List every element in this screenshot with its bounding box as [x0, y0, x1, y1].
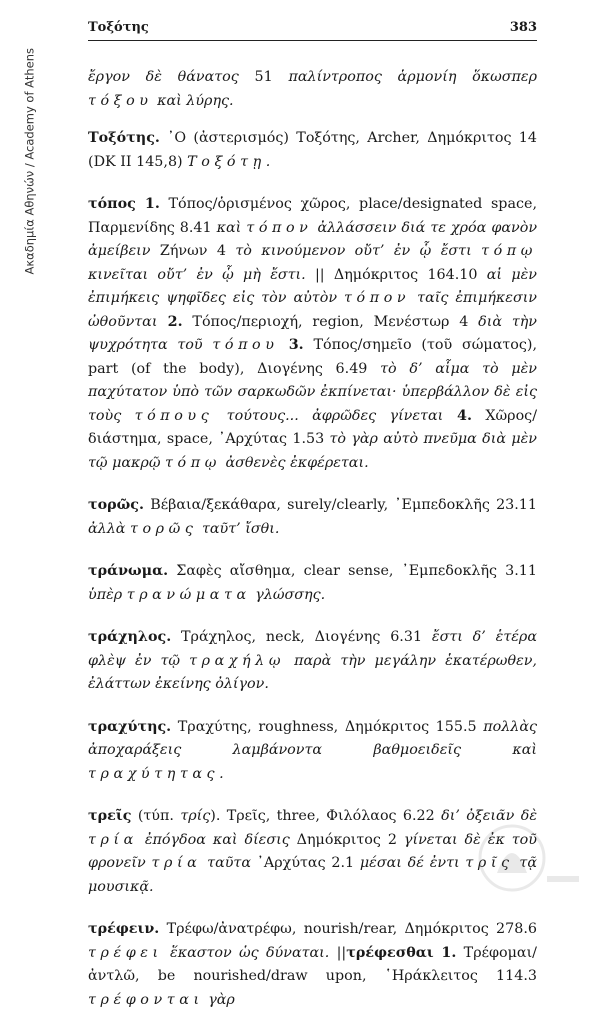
greek-quote: τὸ δ’ αἷμα τὸ μὲν παχύτατον ὑπὸ τῶν σαρκωδῶν ἐκπίνεται· ὑπερβάλλον δὲ εἰς τοὺς: [88, 360, 537, 424]
greek-quote: πολλὰς ἀποχαράξεις λαμβάνοντα βαθμοειδεῖς καὶ: [88, 718, 537, 758]
greek-quote: ταῦτ’ ἴσθι.: [197, 520, 280, 537]
page-header: [88, 20, 537, 41]
greek-quote: ἔργον δὲ θάνατος: [88, 69, 255, 85]
greek-quote: γὰρ: [203, 991, 235, 1008]
spaced-keyword: τρῖς: [465, 855, 514, 871]
entry-text: Χῶρος/διάστημα, space, ᾿Αρχύτας 1.53: [88, 407, 538, 447]
headword: 4.: [443, 407, 472, 424]
greek-quote: παρὰ τὴν μεγάλην ἑκατέρωθεν, ἐλάττων ἐκείνης ὀλίγον.: [88, 652, 537, 692]
entry-continuation: [88, 66, 537, 113]
greek-quote: τᾷ μουσικᾷ.: [88, 855, 537, 895]
headword: τορῶς.: [88, 497, 144, 513]
spaced-keyword: τόπου: [212, 337, 279, 353]
greek-quote: ὑπὲρ: [88, 586, 127, 603]
greek-quote: γλώσσης.: [250, 586, 326, 603]
greek-quote: τὸ γὰρ αὐτὸ πνεῦμα διὰ μὲν τῷ μακρῷ: [88, 431, 537, 471]
headword: τράχηλος.: [88, 629, 172, 645]
entry-trephein: [88, 918, 537, 1012]
headword: Τοξότης.: [88, 130, 160, 146]
greek-quote: ταῖς ἐπιμήκεσιν ὠθοῦνται: [88, 290, 538, 330]
academy-seal-watermark: [472, 818, 582, 908]
greek-quote: αἱ μὲν ἐπιμήκεις ψηφῖδες εἰς τὸν αὐτὸν: [88, 266, 537, 306]
entry-text: || Δημόκριτος 164.10: [305, 266, 487, 283]
spaced-keyword: τρία: [151, 855, 202, 871]
greek-quote: καὶ: [216, 219, 247, 236]
entry-text: Δημόκριτος 2: [289, 831, 404, 848]
greek-quote: κινεῖται οὔτ’ ἐν ᾧ μὴ ἔστι.: [88, 266, 306, 283]
spaced-keyword: τόπον: [344, 290, 411, 306]
entry-text: Σαφὲς αἴσθημα, clear sense, ᾿Εμπεδοκλῆς 3.11: [168, 563, 537, 579]
entry-text: Τόπος/σημεῖο (τοῦ σώματος), part (of the body), Διογένης 6.49: [88, 337, 538, 377]
spaced-keyword: Τοξότῃ.: [187, 153, 275, 170]
greek-quote: μέσαι δέ ἐντι: [359, 855, 466, 871]
entry-text: Τράχηλος, neck, Διογένης 6.31: [171, 629, 432, 645]
headword: τρέφειν.: [88, 921, 160, 937]
academy-watermark: [22, 48, 37, 275]
spaced-keyword: τραχύτητας.: [88, 765, 229, 782]
entry-text: ). Τρεῖς, three, Φιλόλαος 6.22: [210, 808, 442, 824]
entry-topos: [88, 193, 537, 475]
spaced-keyword: τόπους: [134, 407, 214, 424]
greek-quote: ἕκαστον ὡς δύναται.: [162, 944, 330, 961]
entry-text: 51: [254, 69, 289, 85]
entry-text: (τύπ.: [131, 808, 181, 824]
headword: 2.: [157, 313, 183, 330]
spaced-keyword: τόπον: [246, 219, 313, 236]
entry-toros: [88, 494, 537, 541]
spaced-keyword: τρανώματα: [126, 586, 251, 603]
headword: τόπος 1.: [88, 196, 160, 212]
entry-text: Τρέφομαι/ἀντλῶ, be nourished/draw upon, ῾Ηράκλειτος 114.3: [88, 944, 537, 984]
page-number: 383: [509, 20, 537, 35]
entry-trachelos: [88, 626, 537, 697]
entry-tranoma: [88, 560, 537, 607]
spaced-keyword: τρία: [88, 831, 138, 848]
running-head: Τοξότης: [88, 20, 149, 35]
greek-quote: ἀλλὰ: [88, 520, 130, 537]
entry-treis: [88, 805, 537, 899]
dictionary-entries: [88, 66, 537, 1031]
greek-quote: τούτους... ἀφρῶδες γίνεται: [213, 407, 444, 424]
headword: τραχύτης.: [88, 718, 172, 735]
greek-quote: δι’ ὀξειᾶν δὲ: [441, 808, 537, 824]
greek-quote: ἀσθενὲς ἐκφέρεται.: [220, 454, 369, 471]
entry-toxotes: [88, 127, 537, 174]
spaced-keyword: τραχήλῳ: [189, 652, 286, 669]
spaced-keyword: τόπῳ: [165, 454, 221, 471]
greek-quote: καὶ λύρης.: [152, 92, 234, 109]
greek-quote: γίνεται δὲ ἐκ τοῦ φρονεῖν: [88, 831, 537, 871]
entry-trachytes: [88, 716, 537, 787]
greek-quote: παλίντροπος ἁρμονίη ὅκωσπερ: [288, 69, 537, 85]
entry-text: ᾿Αρχύτας 2.1: [250, 855, 360, 871]
entry-text: Τόπος/ὁρισμένος χῶρος, place/designated space, Παρμενίδης 8.41: [88, 196, 538, 236]
entry-text: Τρέφω/ἀνατρέφω, nourish/rear, Δημόκριτος 278.6: [159, 921, 537, 937]
greek-quote: τὸ κινούμενον οὔτ’ ἐν ᾧ ἔστι: [235, 243, 482, 259]
greek-quote: ταῦτα: [201, 855, 251, 871]
entry-text: Τραχύτης, roughness, Δημόκριτος 155.5: [171, 718, 484, 735]
spaced-keyword: τόπῳ: [481, 243, 537, 259]
spaced-keyword: τρέφονται: [88, 991, 204, 1008]
headword: τρέφεσθαι 1.: [346, 944, 457, 961]
watermark-text: Ακαδημία Αθηνών / Academy of Athens: [22, 48, 37, 275]
headword: τράνωμα.: [88, 563, 169, 579]
entry-text: Ζήνων 4: [150, 243, 236, 259]
entry-text: ||: [329, 944, 347, 961]
greek-quote: ἀλλάσσειν διά τε χρόα φανὸν ἀμείβειν: [88, 219, 538, 259]
entry-text: Βέβαια/ξεκάθαρα, surely/clearly, ᾿Εμπεδοκλῆς 23.11: [143, 497, 537, 513]
greek-quote: τρίς: [180, 808, 211, 824]
entry-text: ᾿Ο (ἀστερισμός) Τοξότης, Archer, Δημόκριτος 14 (DK II 145,8): [88, 130, 537, 170]
headword: 3.: [278, 337, 304, 353]
greek-quote: ἔστι δ’ ἑτέρα φλὲψ ἐν τῷ: [88, 629, 537, 669]
spaced-keyword: τρέφει: [88, 944, 163, 961]
greek-quote: ἐπόγδοα καὶ δίεσις: [137, 831, 290, 848]
greek-quote: διὰ τὴν ψυχρότητα τοῦ: [88, 313, 537, 353]
spaced-keyword: τόξου: [88, 92, 153, 109]
spaced-keyword: τορῶς: [129, 520, 198, 537]
entry-text: Τόπος/περιοχή, region, Μενέστωρ 4: [182, 313, 479, 330]
headword: τρεῖς: [88, 808, 132, 824]
